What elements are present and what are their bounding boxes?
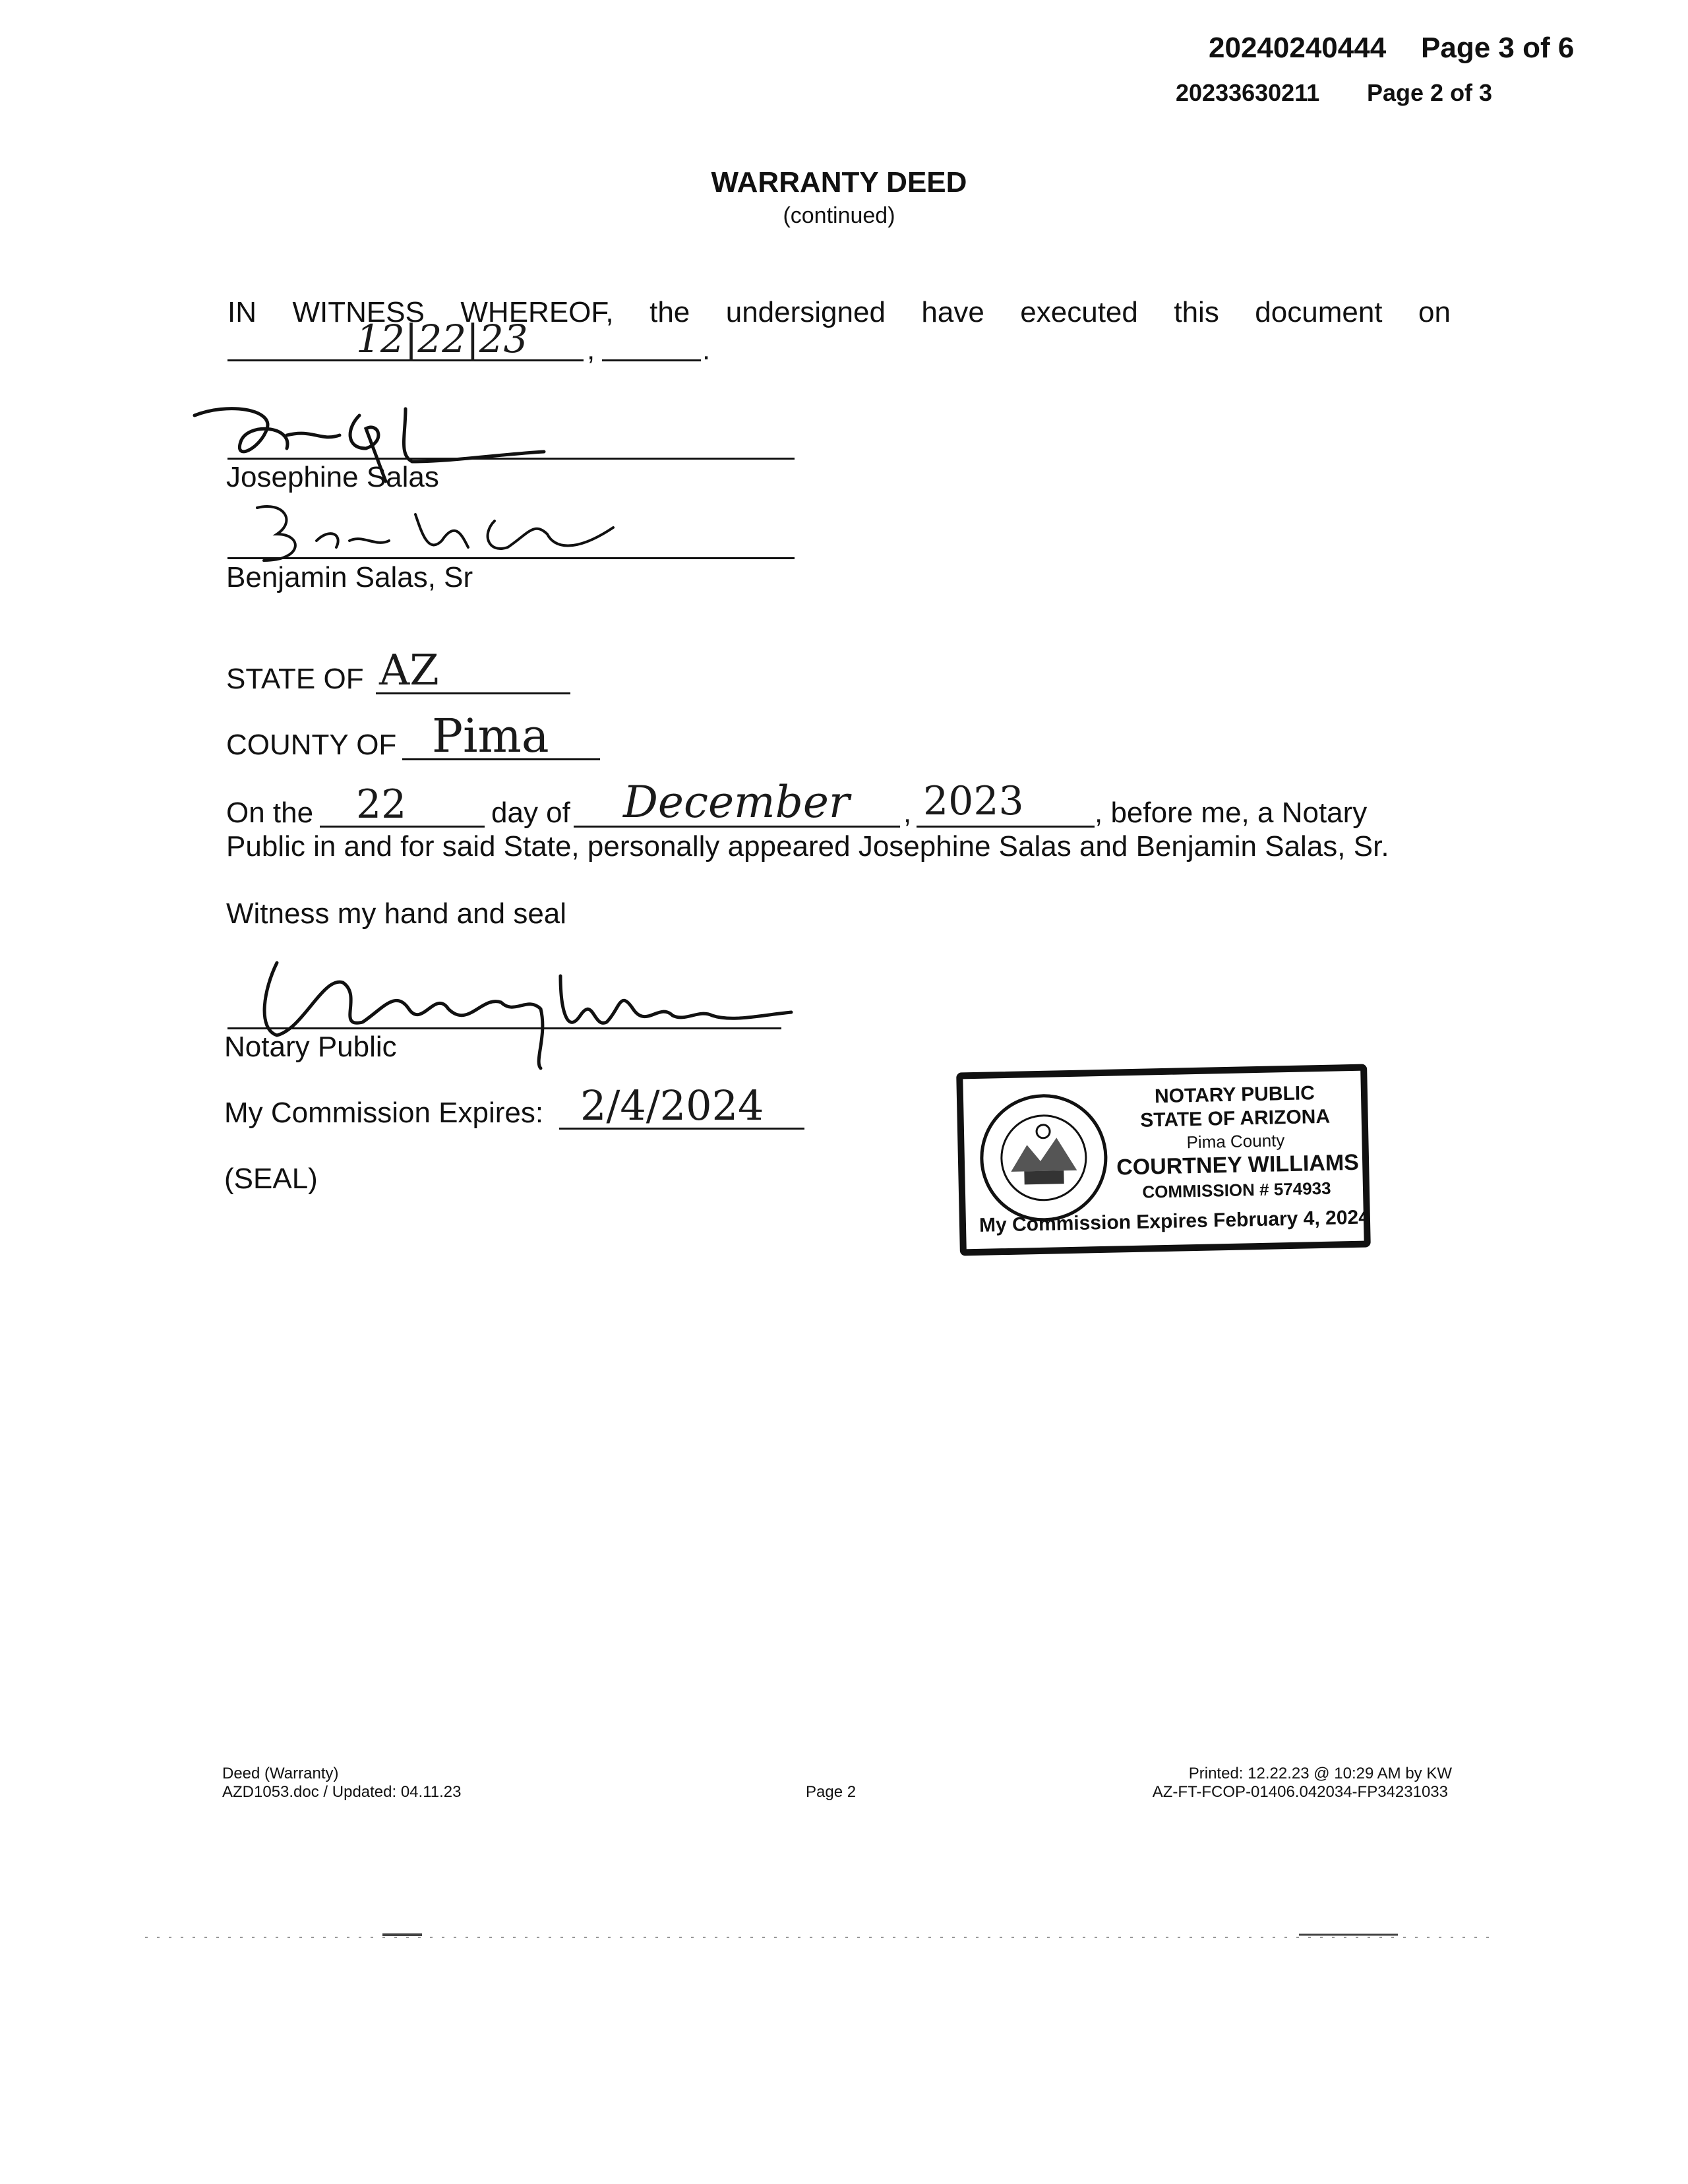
month-comma: , xyxy=(903,797,912,829)
arizona-seal-icon xyxy=(977,1091,1111,1225)
notary-line xyxy=(227,1027,781,1029)
clause-word: executed xyxy=(1020,296,1138,328)
stamp-line4: COURTNEY WILLIAMS xyxy=(1116,1149,1360,1180)
year-line xyxy=(602,359,701,361)
stamp-line1: NOTARY PUBLIC xyxy=(1154,1082,1315,1108)
county-label: COUNTY OF xyxy=(226,729,397,761)
state-label: STATE OF xyxy=(226,663,364,695)
clause-word: IN xyxy=(227,296,256,328)
signer1-line xyxy=(227,458,795,460)
year-value-line xyxy=(917,826,1095,828)
acknowledgment-line2: Public in and for said State, personally appeared Josephine Salas and Benjamin Salas, Sr. xyxy=(226,830,1389,863)
on-the-label: On the xyxy=(226,797,314,829)
before-me-text: , before me, a Notary xyxy=(1095,797,1368,829)
clause-word: WITNESS xyxy=(292,296,425,328)
clause-word: document xyxy=(1255,296,1383,328)
notary-stamp xyxy=(956,1064,1371,1256)
commission-label: My Commission Expires: xyxy=(224,1097,544,1129)
date-comma: , xyxy=(587,334,595,366)
clause-word: WHEREOF, xyxy=(460,296,614,328)
document-subtitle: (continued) xyxy=(783,203,895,228)
month-value: December xyxy=(623,777,850,828)
prior-page-info: Page 2 of 3 xyxy=(1367,79,1493,106)
seal-label: (SEAL) xyxy=(224,1163,318,1195)
county-value: Pima xyxy=(432,709,549,763)
commission-value: 2/4/2024 xyxy=(580,1081,764,1130)
stamp-line2: STATE OF ARIZONA xyxy=(1140,1105,1331,1132)
stamp-line5: COMMISSION # 574933 xyxy=(1142,1178,1331,1202)
stamp-line6: My Commission Expires February 4, 2024 xyxy=(979,1206,1370,1236)
signer2-name: Benjamin Salas, Sr xyxy=(226,561,473,593)
document-title: WARRANTY DEED xyxy=(711,166,967,198)
footer-page-number: Page 2 xyxy=(806,1783,857,1801)
prior-recording-number: 20233630211 xyxy=(1176,79,1320,106)
year-value: 2023 xyxy=(923,778,1024,824)
footer-printed: Printed: 12.22.23 @ 10:29 AM by KW xyxy=(1188,1765,1452,1782)
signer2-line xyxy=(227,557,795,559)
clause-word: on xyxy=(1418,296,1451,328)
footer-doc-file: AZD1053.doc / Updated: 04.11.23 xyxy=(222,1783,462,1801)
clause-word: this xyxy=(1174,296,1219,328)
page-info: Page 3 of 6 xyxy=(1421,32,1575,64)
footer-doc-type: Deed (Warranty) xyxy=(222,1765,339,1782)
clause-word: undersigned xyxy=(725,296,886,328)
day-of-label: day of xyxy=(491,797,570,829)
witness-hand-text: Witness my hand and seal xyxy=(226,897,567,930)
scan-artifact-line xyxy=(145,1931,1490,1951)
footer-file-number: AZ-FT-FCOP-01406.042034-FP34231033 xyxy=(1152,1783,1448,1801)
handwritten-date: 12|22|23 xyxy=(356,317,528,361)
signer1-name: Josephine Salas xyxy=(226,461,439,493)
state-value: AZ xyxy=(379,646,439,695)
notary-label: Notary Public xyxy=(224,1031,397,1063)
date-period: . xyxy=(702,334,711,366)
stamp-line3: Pima County xyxy=(1186,1130,1285,1153)
clause-word: the xyxy=(649,296,690,328)
clause-word: have xyxy=(921,296,984,328)
day-value: 22 xyxy=(356,781,407,828)
recording-number: 20240240444 xyxy=(1209,32,1387,64)
